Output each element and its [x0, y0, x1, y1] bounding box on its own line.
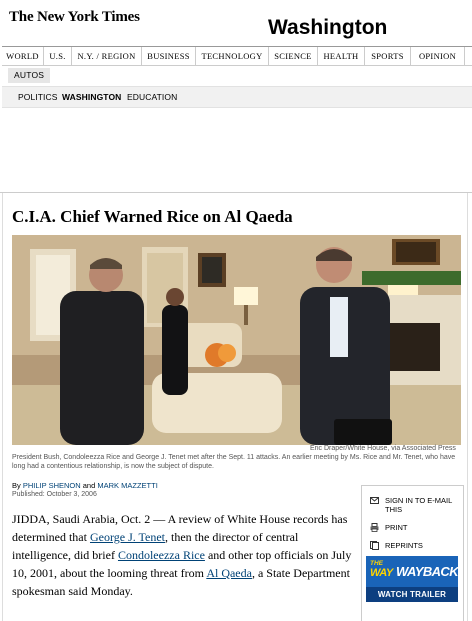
print-tool[interactable]	[370, 523, 457, 532]
nyt-logo[interactable]: The New York Times	[9, 9, 140, 25]
nav-item-n-y-region[interactable]: N.Y. / REGION	[72, 47, 142, 66]
topic-link-al-qaeda[interactable]: Al Qaeda	[206, 566, 252, 580]
nav-item-technology[interactable]: TECHNOLOGY	[196, 47, 269, 66]
section-title: Washington	[268, 16, 388, 39]
author-link-shenon[interactable]: PHILIP SHENON	[22, 481, 81, 490]
article-photo	[12, 235, 461, 445]
subnav-autos-row	[2, 66, 472, 86]
reprints-icon	[370, 541, 379, 550]
nav-item-u-s[interactable]: U.S.	[44, 47, 72, 66]
article-body	[12, 510, 352, 600]
promo-way: WAY	[370, 567, 393, 579]
byline	[12, 481, 158, 490]
way-back-promo[interactable]	[366, 556, 458, 602]
topic-link-rice[interactable]: Condoleezza Rice	[117, 548, 205, 562]
main-nav	[2, 46, 472, 66]
nav-item-business[interactable]: BUSINESS	[142, 47, 196, 66]
article-headline: C.I.A. Chief Warned Rice on Al Qaeda	[12, 207, 293, 226]
photo-credit: Eric Draper/White House, via Associated Press	[310, 445, 456, 452]
watch-trailer-button[interactable]: WATCH TRAILER	[366, 587, 458, 602]
ad-space	[0, 108, 472, 193]
published-date: Published: October 3, 2006	[12, 491, 97, 498]
topic-link-tenet[interactable]: George J. Tenet	[89, 530, 166, 544]
nav-item-autos[interactable]: AUTOS	[8, 68, 50, 83]
byline-and: and	[82, 481, 96, 490]
printer-icon	[370, 523, 379, 532]
nav-item-opinion[interactable]: OPINION	[411, 47, 465, 66]
subnav-item-politics[interactable]: POLITICS	[18, 92, 58, 102]
article-tools	[361, 485, 464, 621]
article-container	[2, 193, 468, 621]
print-tool-label: PRINT	[385, 523, 408, 532]
body-text: and other top officials on July 10, 2001, about the looming threat from	[12, 548, 352, 580]
nav-item-world[interactable]: WORLD	[2, 47, 44, 66]
subnav-item-education[interactable]: EDUCATION	[127, 92, 178, 102]
nav-item-science[interactable]: SCIENCE	[269, 47, 318, 66]
nav-item-health[interactable]: HEALTH	[318, 47, 365, 66]
body-text: JIDDA, Saudi Arabia, Oct. 2 — A review of White House records has determined that	[12, 512, 348, 544]
reprints-tool[interactable]	[370, 541, 457, 550]
author-link-mazzetti[interactable]: MARK MAZZETTI	[97, 481, 158, 490]
nav-item-sports[interactable]: SPORTS	[365, 47, 411, 66]
masthead	[0, 0, 472, 44]
section-subnav	[2, 86, 472, 108]
reprints-tool-label: REPRINTS	[385, 541, 423, 550]
envelope-icon	[370, 496, 379, 505]
photo-caption: President Bush, Condoleezza Rice and George J. Tenet met after the Sept. 11 attacks. An earlier meeting by Ms. Rice and Mr. Tenet, who have long had a contentious relationship, is now the subject of dispute.	[12, 454, 456, 470]
subnav-item-washington[interactable]: WASHINGTON	[62, 92, 122, 102]
byline-prefix: By	[12, 481, 21, 490]
email-tool-label: SIGN IN TO E-MAIL THIS	[385, 496, 452, 514]
email-tool[interactable]	[370, 496, 457, 514]
promo-the: THE	[370, 560, 383, 567]
body-text: , a State Department spokesman said Monday.	[12, 566, 350, 598]
body-text: , then the director of central intelligence, did brief	[12, 530, 299, 562]
promo-wayback: WAYBACK	[396, 564, 458, 579]
